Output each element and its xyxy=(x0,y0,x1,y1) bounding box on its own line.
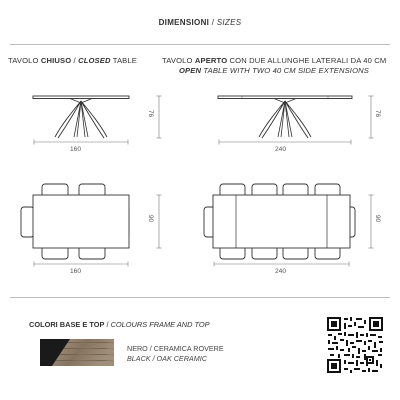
closed-height-dimension-side xyxy=(157,96,162,138)
open-side-width-label: 240 xyxy=(275,146,287,153)
open-label-en-post: TABLE WITH TWO 40 CM SIDE EXTENSIONS xyxy=(201,66,369,75)
closed-top-width-label: 160 xyxy=(70,268,82,275)
open-width-dimension-side xyxy=(219,140,351,145)
closed-top-slab xyxy=(33,96,129,99)
open-top-view xyxy=(204,184,355,259)
closed-label-bold: CHIUSO xyxy=(40,56,72,65)
open-height-dimension-side xyxy=(369,96,374,138)
closed-top-depth-label: 90 xyxy=(147,214,155,223)
closed-tabletop xyxy=(33,195,129,248)
bottom-divider xyxy=(10,297,390,298)
qr-code xyxy=(326,316,384,374)
closed-side-width-label: 160 xyxy=(70,146,82,153)
open-side-height-label: 76 xyxy=(374,109,382,118)
open-side-view xyxy=(218,96,352,138)
open-width-dimension-top xyxy=(214,262,349,267)
color-swatch-black-oak xyxy=(40,339,114,366)
open-tabletop xyxy=(213,195,350,248)
closed-chair-left xyxy=(21,207,34,237)
open-top-slab xyxy=(218,96,352,99)
closed-label-pre: TAVOLO xyxy=(8,56,41,65)
closed-label-post: TABLE xyxy=(110,56,137,65)
open-depth-dimension-top xyxy=(369,195,374,248)
closed-label-en: CLOSED xyxy=(78,56,111,65)
closed-top-view xyxy=(21,184,129,259)
closed-width-dimension-top xyxy=(34,262,128,267)
closed-depth-dimension-top xyxy=(157,195,162,248)
open-top-width-label: 240 xyxy=(275,268,287,275)
colors-title-sep: / xyxy=(104,320,111,329)
closed-label-sep: / xyxy=(71,56,79,65)
open-label-pre: TAVOLO xyxy=(162,56,195,65)
swatch-name-en: BLACK / OAK CERAMIC xyxy=(127,354,207,363)
open-top-depth-label: 90 xyxy=(374,214,382,223)
closed-side-height-label: 76 xyxy=(147,109,155,118)
closed-width-dimension-side xyxy=(34,140,128,145)
title-en: SIZES xyxy=(216,18,242,27)
title-it: DIMENSIONI xyxy=(158,18,210,27)
swatch-description xyxy=(127,344,224,364)
colors-title-it: COLORI BASE E TOP xyxy=(29,320,105,329)
swatch-name-it: NERO / CERAMICA ROVERE xyxy=(127,344,224,353)
swatch-graphic xyxy=(40,339,114,366)
colors-title xyxy=(29,320,210,329)
colors-title-en: COLOURS FRAME AND TOP xyxy=(110,320,210,329)
open-label-bold: APERTO xyxy=(194,56,228,65)
open-label-en: OPEN xyxy=(179,66,202,75)
title-sep: / xyxy=(209,18,217,27)
closed-side-view xyxy=(33,96,129,138)
open-label-post: CON DUE ALLUNGHE LATERALI DA 40 CM xyxy=(227,56,387,65)
